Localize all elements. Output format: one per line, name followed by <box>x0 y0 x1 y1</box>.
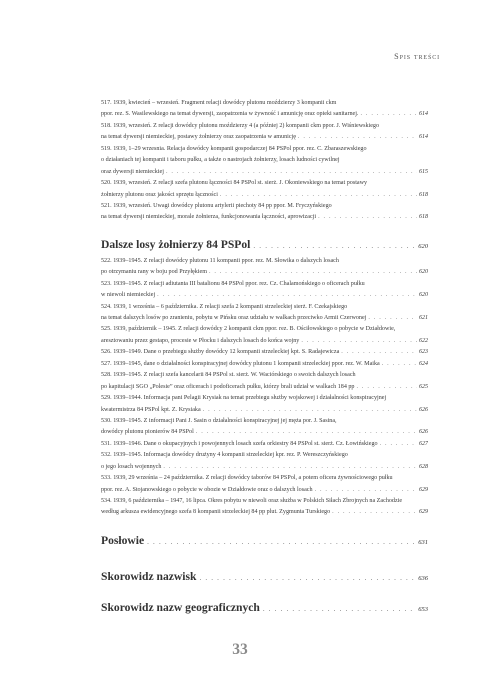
toc-entry-text: na temat dywersji niemieckiej, morale żołnierza, funkcjonowania łączności, aprowizacji <box>101 214 317 221</box>
toc-line <box>101 416 428 427</box>
toc-entry-text: 532. 1939–1945. Informacja dowódcy drużyny 4 kompanii strzeleckiej kpr. rez. P. Wereszczyńskiego <box>101 452 348 459</box>
leader-dots <box>147 538 415 546</box>
toc-entry-text: 521. 1939, wrzesień. Uwagi dowódcy plutonu artylerii piechoty 84 pp ppor. M. Fryczyńskiego <box>101 202 332 209</box>
toc-entry-525[interactable] <box>101 324 428 347</box>
toc-page-number: 629 <box>419 509 428 516</box>
page-number: 33 <box>232 641 248 658</box>
section-title: Skorowidz nazw geograficznych <box>101 600 260 614</box>
toc-page-number: 626 <box>419 406 428 413</box>
toc-entry-530[interactable] <box>101 416 428 439</box>
leader-dots <box>356 382 417 393</box>
toc-page-number: 615 <box>419 168 428 175</box>
leader-dots <box>332 507 417 518</box>
toc-entry-text: ppor. rez. A. Stojanowskiego o pobycie w obozie w Działdowie oraz o dalszych losach <box>101 486 313 493</box>
leader-dots <box>196 427 417 438</box>
toc-line <box>101 473 428 484</box>
toc-line <box>101 290 428 301</box>
toc-entry-text: 530. 1939–1945. Z informacji Pani J. Sasin o działalności konspiracyjnej jej męża por. J. Sasina, <box>101 417 337 424</box>
toc-entry-text: o działaniach tej kompanii i taboru pułku, a także o nastrojach żołnierzy, losach ludności cywilnej <box>101 157 340 164</box>
toc-entry-text: 517. 1939, kwiecień – wrzesień. Fragment relacji dowódcy plutonu moździerzy 3 kompanii ckm <box>101 100 337 106</box>
toc-entry-text: według arkusza ewidencyjnego szefa 8 kompanii strzeleckiej 84 pp plut. Zygmunta Turskiego <box>101 509 331 516</box>
leader-dots <box>253 242 415 250</box>
leader-dots <box>301 336 417 347</box>
toc-entry-text: 524. 1939, 1 września – 6 października. Z relacji szefa 2 kompanii strzeleckiej sierż. F. Czekajskiego <box>101 303 348 310</box>
toc-entry-text: ppor. rez. S. Wasilewskiego na temat dywersji, zaopatrzenia w żywność i amunicję oraz opieki sanitarnej. <box>101 111 359 118</box>
toc-entry-517[interactable] <box>101 98 428 121</box>
toc-entry-text: 528. 1939–1945. Z relacji szefa kancelarii 84 PSPol st. sierż. W. Waciórskiego o swoich dalszych losach <box>101 372 356 379</box>
toc-line <box>101 267 428 278</box>
toc-entry-527[interactable] <box>101 359 428 370</box>
toc-line <box>101 439 428 450</box>
leader-dots <box>263 605 415 613</box>
toc-entry-text: kwatermistrza 84 PSPol kpt. Z. Krysiaka <box>101 406 201 413</box>
toc-page-number: 622 <box>419 337 428 344</box>
section-page-number: 631 <box>418 538 428 546</box>
leader-dots <box>157 290 417 301</box>
leader-dots <box>341 347 417 358</box>
leader-dots <box>298 132 417 143</box>
leader-dots <box>315 485 417 496</box>
toc-page-number: 627 <box>419 440 428 447</box>
leader-dots <box>199 574 415 582</box>
leader-dots <box>382 359 417 370</box>
leader-dots <box>360 109 417 120</box>
toc-entry-518[interactable] <box>101 121 428 144</box>
toc-line <box>101 109 428 120</box>
toc-line <box>101 405 428 416</box>
toc-entry-text: aresztowaniu przez gestapo, procesie w Płocku i dalszych losach do końca wojny <box>101 337 300 344</box>
toc-line <box>101 279 428 290</box>
toc-entry-text: dowódcy plutonu pionierów 84 PSPol <box>101 429 194 436</box>
toc-entry-text: o jego losach wojennych <box>101 463 162 470</box>
toc-line <box>101 144 428 155</box>
entries-top <box>101 98 428 224</box>
toc-entry-text: 529. 1939–1944. Informacja pani Pelagii Krysiak na temat przebiegu służby wojskowej i działalności konspiracyjnej <box>101 395 387 402</box>
toc-entry-text: na temat dywersji niemieckiej, postawy żołnierzy oraz zaopatrzenia w amunicję <box>101 134 296 141</box>
section-heading-skorowidz-nazwisk[interactable] <box>101 570 428 588</box>
toc-line <box>101 485 428 496</box>
toc-entry-519[interactable] <box>101 144 428 178</box>
toc-line <box>101 370 428 381</box>
toc-line <box>101 155 428 166</box>
toc-page-number: 626 <box>419 429 428 436</box>
toc-page-number: 624 <box>419 360 428 367</box>
toc-page-number: 620 <box>419 269 428 276</box>
toc-entry-text: 534. 1939, 6 października – 1947, 16 lipca. Okres pobytu w niewoli oraz służba w Polskich Siłach Zbrojnych na Zachodzie <box>101 498 403 504</box>
toc-entry-523[interactable] <box>101 279 428 302</box>
section-title: Dalsze losy żołnierzy 84 PSPol <box>101 237 251 251</box>
toc-entry-532[interactable] <box>101 450 428 473</box>
toc-entry-text: 522. 1939–1945. Z relacji dowódcy plutonu 11 kompanii ppor. rez. M. Słowika o dalszych losach <box>101 257 339 264</box>
leader-dots <box>368 313 417 324</box>
toc-page-number: 623 <box>419 349 428 356</box>
toc-entry-text: 523. 1939–1945. Z relacji adiutanta III batalionu 84 PSPol ppor. rez. Cz. Chalamońskiego o oficerach pułku <box>101 280 365 287</box>
toc-line <box>101 462 428 473</box>
toc-page-number: 621 <box>419 315 428 321</box>
toc-line <box>101 347 428 358</box>
section-page-number: 620 <box>418 242 428 250</box>
toc-entry-text: oraz dywersji niemieckiej <box>101 168 164 175</box>
toc-entry-text: po kapitulacji SGO „Polesie” oraz oficerach i podoficerach pułku, którzy brali udział w walkach 184 pp <box>101 383 355 390</box>
section-page-number: 636 <box>418 574 428 582</box>
toc-entry-522[interactable] <box>101 256 428 279</box>
toc-entry-text: 531. 1939–1946. Dane o okupacyjnych i powojennych losach szefa orkiestry 84 PSPol st. sierż. Cz. Łowińskiego <box>101 440 378 447</box>
toc-line <box>101 450 428 461</box>
section-heading-dalsze-losy[interactable] <box>101 238 428 256</box>
toc-entry-text: po otrzymaniu rany w boju pod Przyłękiem <box>101 269 207 276</box>
toc-entry-521[interactable] <box>101 201 428 224</box>
section-title: Posłowie <box>101 533 145 547</box>
toc-line <box>101 98 428 109</box>
running-header-title: Spis treści <box>394 52 440 61</box>
toc-entry-text: 526. 1939–1949. Dane o przebiegu służby dowódcy 12 kompanii strzeleckiej kpt. S. Radajewicza <box>101 349 340 356</box>
leader-dots <box>163 462 417 473</box>
toc-line <box>101 201 428 212</box>
toc-line <box>101 336 428 347</box>
toc-entry-text: 527. 1939–1945, dane o działalności konspiracyjnej dowódcy plutonu 1 kompanii strzeleckiej ppor. rez. W. Maika <box>101 360 380 367</box>
toc-line <box>101 393 428 404</box>
leader-dots <box>380 439 417 450</box>
toc-page-number: 618 <box>419 191 428 198</box>
toc-line <box>101 427 428 438</box>
leader-dots <box>209 267 417 278</box>
leader-dots <box>166 167 417 178</box>
table-of-contents <box>101 98 428 619</box>
toc-entry-text: 518. 1939, wrzesień. Z relacji dowódcy plutonu moździerzy 4 (a później 2) kompanii ckm ppor. J. Wiśniewskiego <box>101 122 380 129</box>
toc-line <box>101 212 428 223</box>
toc-line <box>101 313 428 324</box>
toc-entry-text: w niewoli niemieckiej <box>101 292 156 299</box>
toc-line <box>101 382 428 393</box>
toc-line <box>101 324 428 335</box>
section-heading-poslowie[interactable] <box>101 534 428 552</box>
toc-entry-534[interactable] <box>101 496 428 519</box>
toc-entry-text: na temat dalszych losów po zranieniu, pobytu w Pińsku oraz udziału w walkach przeciwko Armii Czerwonej <box>101 315 367 321</box>
toc-entry-text: 520. 1939, wrzesień. Z relacji szefa plutonu łączności 84 PSPol st. sierż. J. Okoniewskiego na temat postawy <box>101 180 368 187</box>
toc-entry-520[interactable] <box>101 178 428 201</box>
leader-dots <box>203 405 417 416</box>
toc-page-number: 614 <box>419 111 428 118</box>
toc-page-number: 620 <box>419 292 428 299</box>
leader-dots <box>220 190 417 201</box>
toc-line <box>101 302 428 313</box>
leader-dots <box>318 212 417 223</box>
toc-line <box>101 507 428 518</box>
toc-line <box>101 121 428 132</box>
section-heading-skorowidz-geograficzny[interactable] <box>101 601 428 619</box>
section-page-number: 653 <box>418 605 428 613</box>
toc-entry-533[interactable] <box>101 473 428 496</box>
toc-entry-531[interactable] <box>101 439 428 450</box>
toc-line <box>101 178 428 189</box>
toc-entry-528[interactable] <box>101 370 428 393</box>
toc-entry-text: 533. 1939, 29 września – 24 października. Z relacji dowódcy taborów 84 PSPol, a potem oficera żywnościowego pułku <box>101 475 393 482</box>
toc-entry-text: 525. 1939, październik – 1945. Z relacji dowódcy 2 kompanii ckm ppor. rez. B. Ościłowskiego o pobycie w Działdowie, <box>101 326 396 333</box>
toc-page-number: 618 <box>419 214 428 221</box>
toc-page-number: 628 <box>419 463 428 470</box>
entries-dalsze-losy <box>101 256 428 519</box>
toc-page-number: 614 <box>419 134 428 141</box>
toc-line <box>101 359 428 370</box>
section-title: Skorowidz nazwisk <box>101 569 197 583</box>
toc-line <box>101 132 428 143</box>
toc-line <box>101 167 428 178</box>
toc-line <box>101 190 428 201</box>
toc-entry-526[interactable] <box>101 347 428 358</box>
toc-page-number: 629 <box>419 486 428 493</box>
toc-line <box>101 256 428 267</box>
toc-entry-text: 519. 1939, 1–29 wrzesnia. Relacja dowódcy kompanii gospodarczej 84 PSPol ppor. rez. C. Zbaraszewskiego <box>101 145 367 152</box>
running-header <box>394 52 440 61</box>
toc-page-number: 625 <box>419 383 428 390</box>
toc-line <box>101 496 428 507</box>
toc-entry-524[interactable] <box>101 302 428 325</box>
toc-entry-text: żołnierzy plutonu oraz jakości sprzętu łączności <box>101 191 218 198</box>
toc-entry-529[interactable] <box>101 393 428 416</box>
